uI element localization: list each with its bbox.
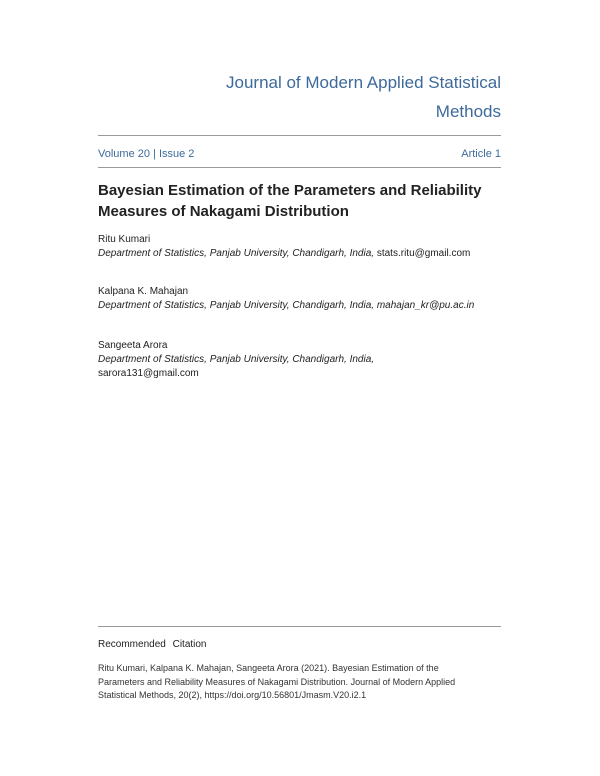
journal-name-line2: Methods xyxy=(435,102,501,121)
journal-name[interactable] xyxy=(171,68,501,126)
citation-heading: Recommended Citation xyxy=(98,639,207,650)
author-block-3 xyxy=(98,339,508,381)
header-divider xyxy=(98,135,501,136)
article-number: Article 1 xyxy=(461,148,501,160)
author-name: Sangeeta Arora xyxy=(98,340,168,351)
article-title xyxy=(98,180,508,222)
author-block-2 xyxy=(98,285,508,313)
article-title-line1: Bayesian Estimation of the Parameters and Reliability xyxy=(98,182,482,199)
author-email[interactable]: stats.ritu@gmail.com xyxy=(376,248,471,259)
citation-divider xyxy=(98,626,501,627)
author-email[interactable]: mahajan_kr@pu.ac.in xyxy=(376,300,475,311)
issue-divider xyxy=(98,167,501,168)
volume-issue-link[interactable]: Volume 20 | Issue 2 xyxy=(98,148,195,160)
author-affiliation: Department of Statistics, Panjab University, Chandigarh, India, xyxy=(98,248,375,259)
citation-line1: Ritu Kumari, Kalpana K. Mahajan, Sangeeta Arora (2021). Bayesian Estimation of the xyxy=(98,663,439,673)
author-email[interactable]: sarora131@gmail.com xyxy=(98,368,199,379)
article-title-line2: Measures of Nakagami Distribution xyxy=(98,203,349,220)
citation-line3[interactable]: Statistical Methods, 20(2), https://doi.org/10.56801/Jmasm.V20.i2.1 xyxy=(98,690,367,700)
author-name: Kalpana K. Mahajan xyxy=(98,286,189,297)
author-block-1 xyxy=(98,233,508,261)
author-affiliation: Department of Statistics, Panjab University, Chandigarh, India, xyxy=(98,354,375,365)
citation-text xyxy=(98,662,468,703)
issue-info-row xyxy=(98,148,501,160)
author-affiliation: Department of Statistics, Panjab University, Chandigarh, India, xyxy=(98,300,375,311)
journal-name-line1: Journal of Modern Applied Statistical xyxy=(226,73,501,92)
author-name: Ritu Kumari xyxy=(98,234,151,245)
citation-line2: Parameters and Reliability Measures of Nakagami Distribution. Journal of Modern Applied xyxy=(98,676,456,687)
